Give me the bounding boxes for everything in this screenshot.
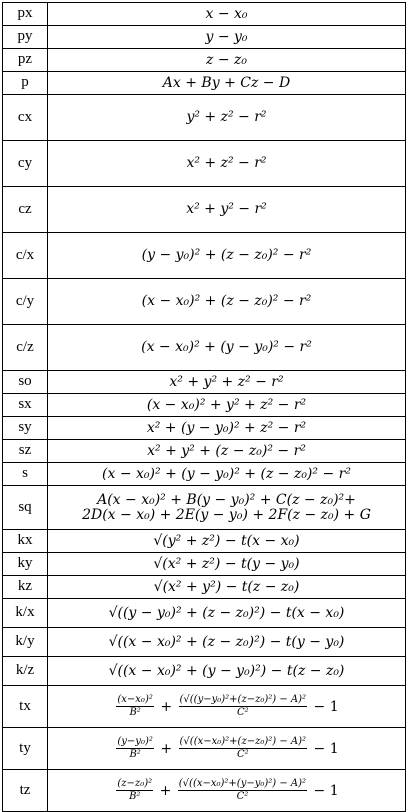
expression-tail: − 1 [313, 782, 339, 799]
table-row [3, 599, 406, 628]
row-expression: √((x − x₀)² + (z − z₀)²) − t(y − y₀) [48, 628, 406, 657]
row-expression: x − x₀ [48, 3, 406, 26]
row-expression: x² + z² − r² [48, 141, 406, 187]
row-label: cy [3, 141, 48, 187]
table-row [3, 371, 406, 394]
row-label: ty [3, 728, 48, 770]
row-label: cx [3, 95, 48, 141]
row-label: sz [3, 440, 48, 463]
table-row [3, 628, 406, 657]
row-expression: x² + y² + (z − z₀)² − r² [48, 440, 406, 463]
row-label: sq [3, 486, 48, 530]
fraction-numerator: (x−x₀)² [116, 695, 153, 708]
row-label: c/y [3, 279, 48, 325]
row-expression: y − y₀ [48, 26, 406, 49]
fraction-numerator: (√((x−x₀)²+(z−z₀)²) − A)² [179, 737, 308, 750]
row-expression: x² + y² − r² [48, 187, 406, 233]
fraction-numerator: (y−y₀)² [116, 737, 154, 750]
row-expression: y² + z² − r² [48, 95, 406, 141]
expression-line-2: 2D(x − x₀) + 2E(y − y₀) + 2F(z − z₀) + G [82, 506, 371, 523]
table-row [3, 279, 406, 325]
row-label: c/x [3, 233, 48, 279]
table-row [3, 463, 406, 486]
row-label: c/z [3, 325, 48, 371]
table-row [3, 95, 406, 141]
table-row [3, 440, 406, 463]
table-row [3, 686, 406, 728]
plus-sign: + [160, 740, 173, 757]
expression-tail: − 1 [313, 740, 339, 757]
row-expression: √(x² + y²) − t(z − z₀) [48, 576, 406, 599]
row-expression: (x − x₀)² + (y − y₀)² + (z − z₀)² − r² [48, 463, 406, 486]
row-expression: (x − x₀)² + y² + z² − r² [48, 394, 406, 417]
row-label: py [3, 26, 48, 49]
row-expression: (y − y₀)² + (z − z₀)² − r² [48, 233, 406, 279]
row-expression [48, 686, 406, 728]
table-row [3, 49, 406, 72]
table-row [3, 325, 406, 371]
row-label: tz [3, 770, 48, 812]
row-label: k/x [3, 599, 48, 628]
row-expression: (x − x₀)² + (y − y₀)² − r² [48, 325, 406, 371]
fraction [116, 737, 154, 761]
row-expression: z − z₀ [48, 49, 406, 72]
row-expression: √((x − x₀)² + (y − y₀)²) − t(z − z₀) [48, 657, 406, 686]
fraction-denominator: C² [236, 791, 249, 802]
table-row [3, 530, 406, 553]
fraction [116, 779, 153, 803]
fraction-numerator: (√((x−x₀)²+(y−y₀)²) − A)² [178, 779, 307, 792]
row-label: ky [3, 553, 48, 576]
row-label: px [3, 3, 48, 26]
table-row [3, 187, 406, 233]
table-row [3, 394, 406, 417]
row-label: sx [3, 394, 48, 417]
table-row [3, 233, 406, 279]
row-expression: x² + (y − y₀)² + z² − r² [48, 417, 406, 440]
fraction-denominator: B² [129, 791, 141, 802]
row-label: kx [3, 530, 48, 553]
fraction-denominator: B² [129, 749, 141, 760]
row-label: pz [3, 49, 48, 72]
table-row [3, 417, 406, 440]
row-expression: Ax + By + Cz − D [48, 72, 406, 95]
table-row [3, 141, 406, 187]
table-row [3, 576, 406, 599]
table-row [3, 728, 406, 770]
row-expression [48, 770, 406, 812]
table-row [3, 657, 406, 686]
row-label: sy [3, 417, 48, 440]
fraction-denominator: C² [236, 707, 249, 718]
fraction-denominator: C² [236, 749, 249, 760]
row-label: s [3, 463, 48, 486]
row-expression: (x − x₀)² + (z − z₀)² − r² [48, 279, 406, 325]
row-expression: √((y − y₀)² + (z − z₀)²) − t(x − x₀) [48, 599, 406, 628]
table-row [3, 553, 406, 576]
fraction [179, 737, 308, 761]
plus-sign: + [159, 782, 172, 799]
row-expression: √(y² + z²) − t(x − x₀) [48, 530, 406, 553]
table-row [3, 26, 406, 49]
row-label: k/y [3, 628, 48, 657]
fraction-numerator: (z−z₀)² [116, 779, 153, 792]
table-row [3, 770, 406, 812]
row-expression [48, 486, 406, 530]
table-row [3, 72, 406, 95]
surface-equations-table [2, 2, 406, 812]
row-label: cz [3, 187, 48, 233]
row-expression: x² + y² + z² − r² [48, 371, 406, 394]
row-label: kz [3, 576, 48, 599]
row-label: tx [3, 686, 48, 728]
row-label: p [3, 72, 48, 95]
row-label: so [3, 371, 48, 394]
row-expression: √(x² + z²) − t(y − y₀) [48, 553, 406, 576]
row-expression [48, 728, 406, 770]
fraction-denominator: B² [129, 707, 141, 718]
expression-line-1: A(x − x₀)² + B(y − y₀)² + C(z − z₀)²+ [97, 491, 356, 508]
row-label: k/z [3, 657, 48, 686]
table-row [3, 3, 406, 26]
fraction [116, 695, 153, 719]
fraction [179, 695, 308, 719]
fraction-numerator: (√((y−y₀)²+(z−z₀)²) − A)² [179, 695, 308, 708]
plus-sign: + [160, 698, 173, 715]
fraction [178, 779, 307, 803]
expression-tail: − 1 [313, 698, 339, 715]
table-row [3, 486, 406, 530]
